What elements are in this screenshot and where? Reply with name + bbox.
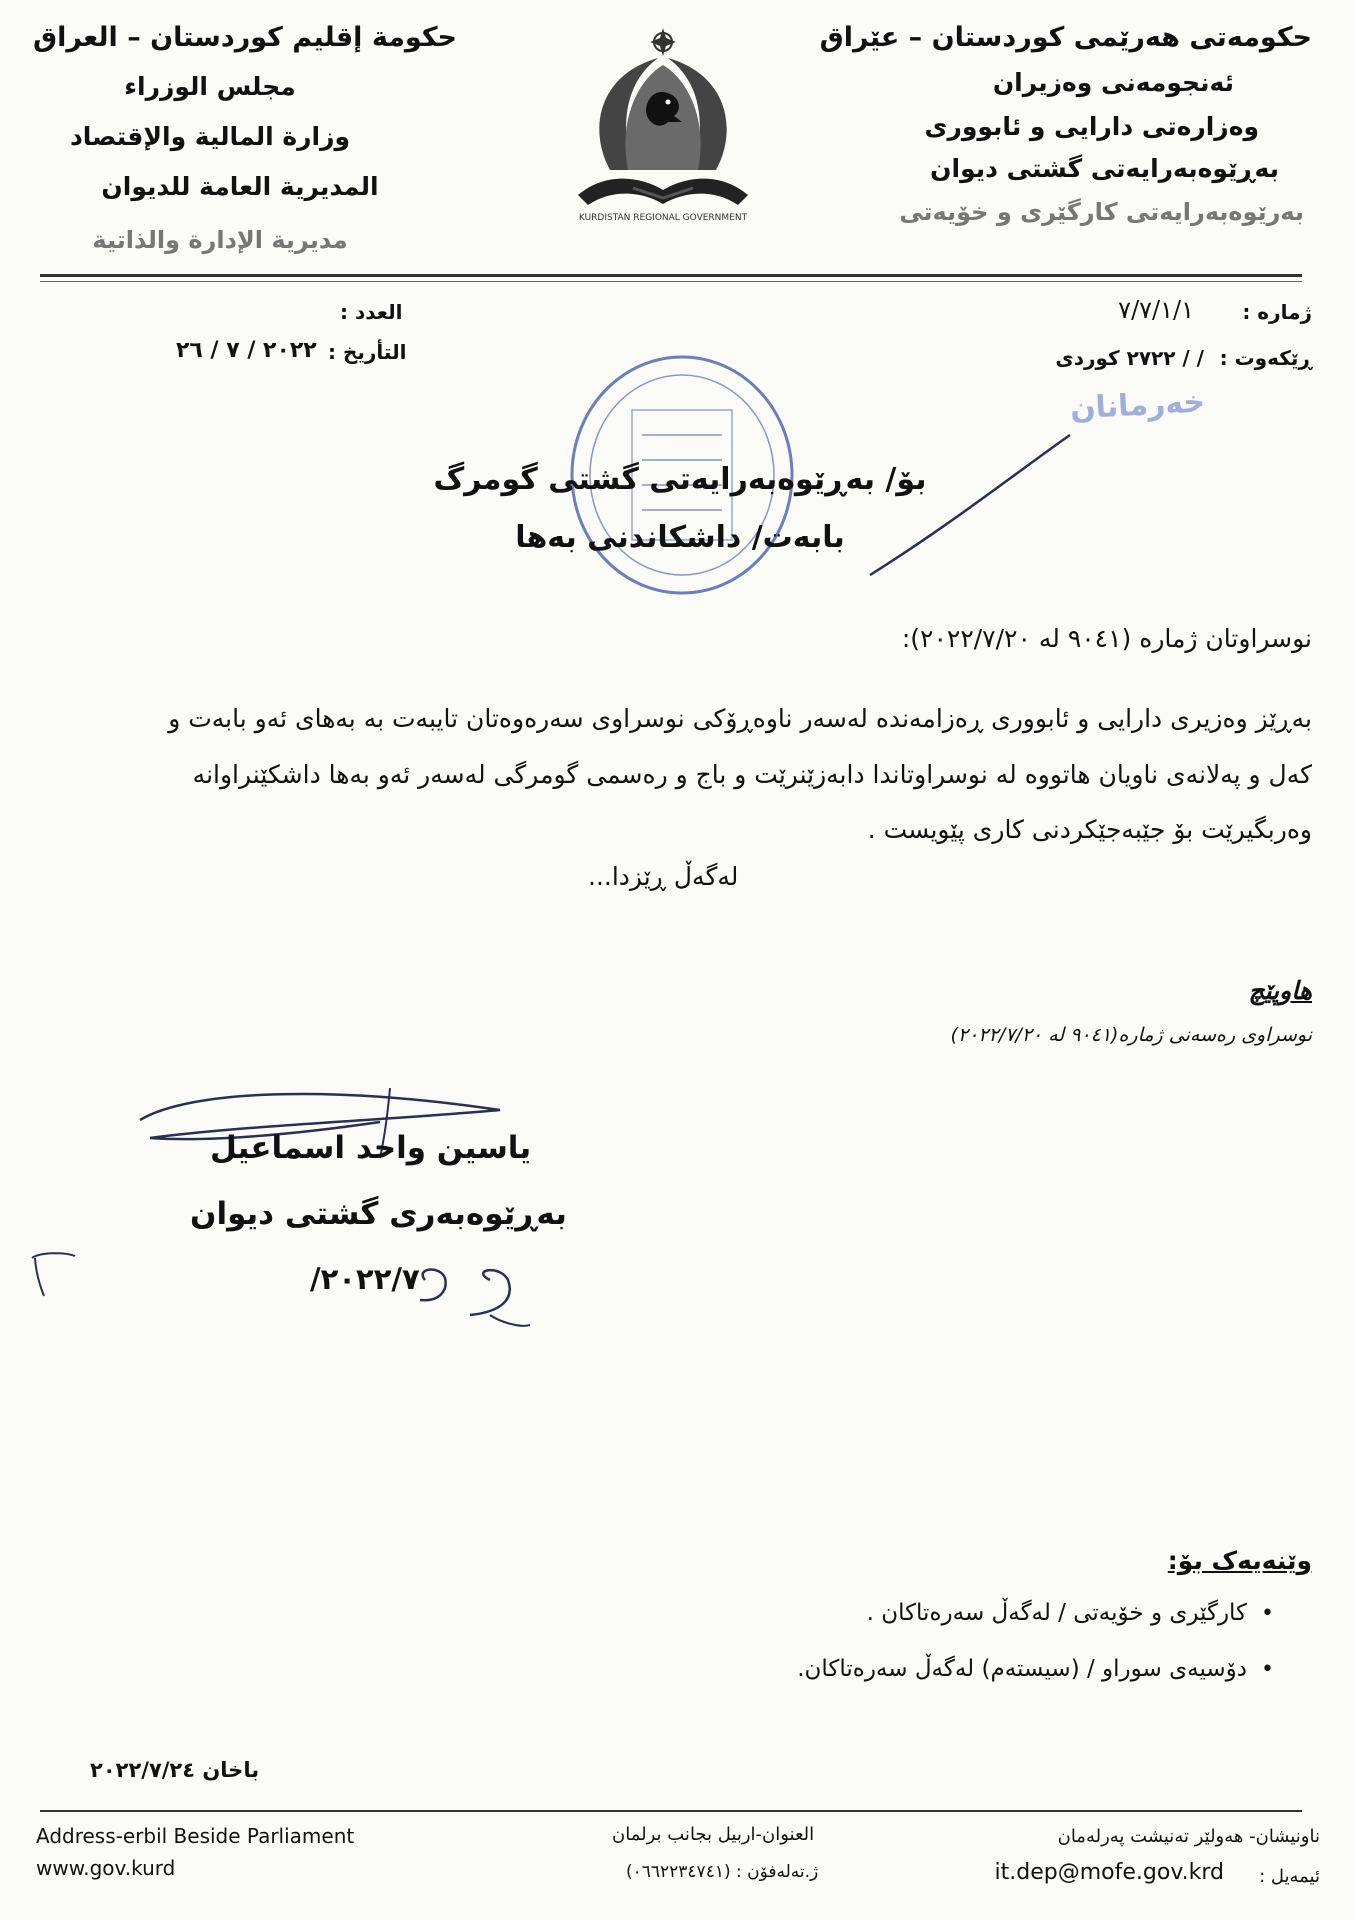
copy-item: • دۆسیەی سوراو / (سیستەم) لەگەڵ سەرەتاکان.: [797, 1656, 1274, 1682]
footer-email[interactable]: it.dep@mofe.gov.krd: [994, 1860, 1224, 1885]
header-ar-line-2: مجلس الوزراء: [124, 72, 296, 101]
signatory-title: بەڕێوەبەری گشتی دیوان: [190, 1196, 567, 1232]
signatory-name: یاسین واحد اسماعیل: [210, 1130, 532, 1166]
subject-to: بۆ/ بەڕێوەبەرایەتی گشتی گومرگ: [433, 462, 927, 497]
header-ku-line-2: ئەنجومەنی وەزیران: [992, 68, 1234, 97]
typist-footnote: باخان ٢٠٢٢/٧/٢٤: [90, 1758, 260, 1782]
header-divider-thin: [40, 281, 1302, 282]
ku-number-label: ژمارە :: [1242, 300, 1312, 324]
ku-date-value: / / ٢٧٢٢ کوردی: [1055, 346, 1204, 370]
header-ku-line-3: وەزارەتی دارایی و ئابووری: [924, 112, 1259, 141]
ku-date-label: ڕێکەوت :: [1219, 346, 1312, 370]
body-line-3: وەربگیرێت بۆ جێبەجێکردنی کاری پێویست .: [867, 815, 1312, 844]
subject-topic: بابەت/ داشکاندنی بەها: [515, 520, 845, 555]
footer-address-en: Address-erbil Beside Parliament: [36, 1824, 355, 1848]
header-ar-line-4: المديرية العامة للديوان: [101, 172, 379, 201]
body-reference: نوسراوتان ژمارە (٩٠٤١ لە ٢٠٢٢/٧/٢٠):: [901, 624, 1312, 653]
krg-emblem: [548, 20, 778, 230]
footer-phone: ژ.تەلەفۆن : (٠٦٦٢٢٣٤٧٤١): [626, 1862, 819, 1882]
footer-address-ku: ناونیشان- هەولێر تەنیشت پەرلەمان: [1057, 1826, 1320, 1847]
handwritten-date-marks: [20, 1240, 540, 1330]
attachment-title: هاوپێچ: [1248, 976, 1312, 1005]
header-ku-line-4: بەڕێوەبەرایەتی گشتی دیوان: [930, 154, 1279, 183]
header-ku-line-5: بەرێوەبەرایەتی کارگێری و خۆیەتی: [899, 198, 1304, 226]
ku-number-value: ٧/٧/١/١: [1118, 296, 1194, 324]
pen-stroke-diagonal: [860, 430, 1080, 580]
attachment-text: نوسراوی رەسەنی ژمارە(٩٠٤١ لە ٢٠٢٢/٧/٢٠): [950, 1024, 1312, 1046]
footer-email-label: ئیمەیل :: [1259, 1866, 1320, 1887]
body-line-2: کەل و پەلانەی ناویان هاتووە لە نوسراوتاندا دابەزێنرێت و باج و رەسمی گومرگی لەسەر ئەو بەها داشکێنراوانە: [192, 760, 1312, 789]
footer-address-ar: العنوان-اربيل بجانب برلمان: [612, 1824, 815, 1845]
copies-title: وێنەیەک بۆ:: [1167, 1546, 1312, 1575]
body-closing: لەگەڵ ڕێزدا...: [588, 862, 739, 891]
ar-number-label: العدد :: [340, 300, 403, 324]
header-ar-line-3: وزارة المالية والإقتصاد: [69, 122, 351, 151]
footer-website[interactable]: www.gov.kurd: [36, 1856, 176, 1880]
body-line-1: بەڕێز وەزیری دارایی و ئابووری ڕەزامەندە لەسەر ناوەڕۆکی نوسراوی سەرەوەتان تایبەت بە بەهای ئەو بابەت و: [168, 704, 1312, 733]
header-ar-line-1: حكومة إقليم كوردستان – العراق: [32, 22, 458, 53]
ar-date-label: التأريخ :: [328, 340, 407, 364]
signature-date: ٢٠٢٢/٧/: [310, 1262, 420, 1296]
header-ar-line-5: مديرية الإدارة والذاتية: [92, 226, 348, 254]
header-ku-line-1: حکومەتی هەرێمی کوردستان – عێراق: [819, 22, 1312, 53]
header-divider: [40, 274, 1302, 277]
handwritten-stamp-text: خەرمانان: [1069, 384, 1206, 427]
emblem-caption: KURDISTAN REGIONAL GOVERNMENT: [578, 213, 748, 223]
copy-item: • کارگێری و خۆیەتی / لەگەڵ سەرەتاکان .: [867, 1600, 1274, 1626]
ar-date-value: ٢٠٢٢ / ٧ / ٢٦: [176, 338, 317, 363]
footer-divider: [40, 1810, 1302, 1812]
krg-emblem-icon: [548, 20, 778, 230]
